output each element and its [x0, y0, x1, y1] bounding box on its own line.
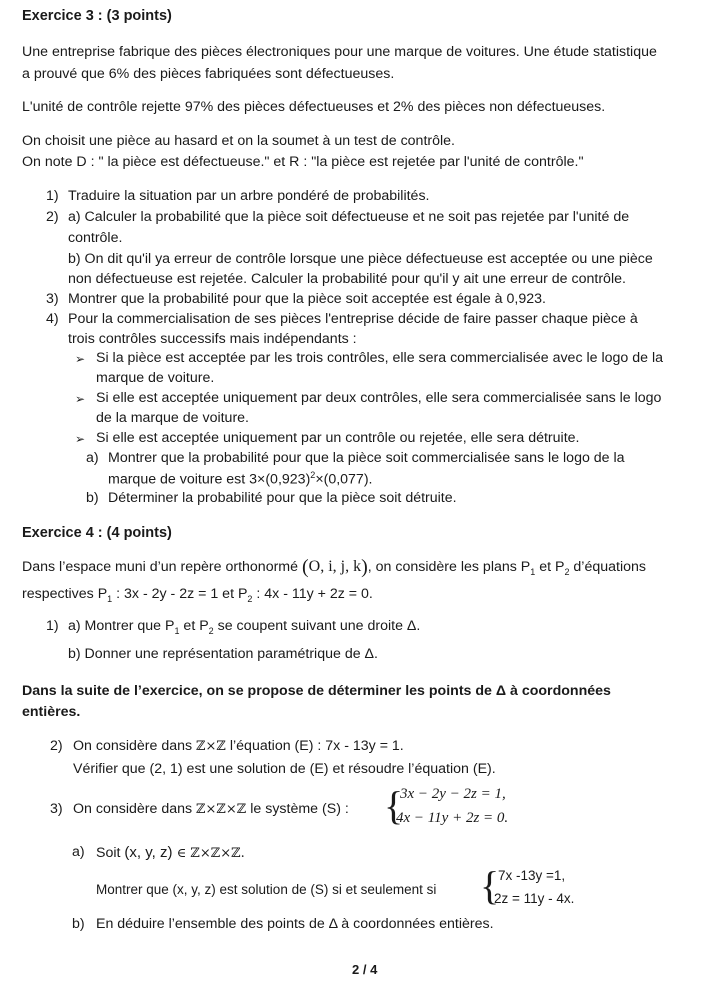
- ex3-q2b-line-1: b) On dit qu'il ya erreur de contrôle lorsque une pièce défectueuse est acceptée ou une pièce: [68, 251, 653, 267]
- ex3-q1-text: Traduire la situation par un arbre pondéré de probabilités.: [68, 188, 430, 204]
- ex3-q4a-line-2: marque de voiture est $3\times(0,923)^2\times(0,077)$.: [108, 470, 373, 488]
- ex3-paragraph-1-line-2: a prouvé que 6% des pièces fabriquées sont défectueuses.: [22, 66, 395, 82]
- frame-notation: O, i, j, k: [308, 558, 362, 575]
- ex3-q4a-label: a): [86, 450, 99, 466]
- ex4-q2-line-2: Vérifier que (2, 1) est une solution de (E) et résoudre l’équation (E).: [73, 761, 496, 777]
- ex3-q4b-label: b): [86, 490, 99, 506]
- exercise-3-title: Exercice 3 : (3 points): [22, 8, 172, 24]
- ex4-q3-number: 3): [50, 801, 63, 817]
- arrow-bullet-icon: ➢: [75, 392, 86, 406]
- exercise-4-title: Exercice 4 : (4 points): [22, 525, 172, 541]
- ex4-intro: Dans l’espace muni d’un repère orthonormé (O, i, j, k), on considère les plans $P_1$ et $P_2$ d’équations: [22, 556, 646, 578]
- ex3-q1-number: 1): [46, 188, 59, 204]
- ex3-q4b-text: Déterminer la probabilité pour que la pièce soit détruite.: [108, 490, 457, 506]
- ex3-bullet-3: Si elle est acceptée uniquement par un contrôle ou rejetée, elle sera détruite.: [96, 430, 580, 446]
- ex3-bullet-2-line-1: Si elle est acceptée uniquement par deux contrôles, elle sera commercialisée sans le logo: [96, 390, 662, 406]
- ex3-paragraph-1-line-1: Une entreprise fabrique des pièces électroniques pour une marque de voitures. Une étude statistique: [22, 44, 657, 60]
- ex4-bold-intro-line-2: entières.: [22, 704, 81, 720]
- ex4-bold-intro-line-1: Dans la suite de l’exercice, on se propose de déterminer les points de Δ à coordonnées: [22, 683, 611, 699]
- ex4-q3b-label: b): [72, 916, 85, 932]
- ex4-q3a-line-2: Montrer que (x, y, z) est solution de (S) si et seulement si: [96, 882, 437, 897]
- system-equivalent-equation-1: 7x -13y =1,: [498, 868, 566, 883]
- ex4-q2-number: 2): [50, 738, 63, 754]
- system-brace: {: [480, 863, 500, 908]
- ex4-q3a-line-1: Soit (x, y, z) ∈ ℤ×ℤ×ℤ.: [96, 844, 245, 861]
- ex3-paragraph-2: L'unité de contrôle rejette 97% des pièces défectueuses et 2% des pièces non défectueuses.: [22, 99, 606, 115]
- ex3-bullet-2-line-2: de la marque de voiture.: [96, 410, 250, 426]
- ex3-q2-number: 2): [46, 209, 59, 225]
- ex3-bullet-1-line-2: marque de voiture.: [96, 370, 215, 386]
- ex3-paragraph-3-line-1: On choisit une pièce au hasard et on la soumet à un test de contrôle.: [22, 133, 455, 149]
- ex4-q3b-text: En déduire l’ensemble des points de Δ à coordonnées entières.: [96, 916, 494, 932]
- page-number: 2 / 4: [352, 962, 378, 977]
- system-s-equation-1: 3x − 2y − 2z = 1,: [400, 786, 506, 802]
- ex3-q2b-line-2: non défectueuse est rejetée. Calculer la probabilité pour qu'il y ait une erreur de contrôle.: [68, 271, 626, 287]
- arrow-bullet-icon: ➢: [75, 432, 86, 446]
- ex3-q4-number: 4): [46, 311, 59, 327]
- ex4-q1b: b) Donner une représentation paramétrique de Δ.: [68, 646, 378, 662]
- system-s-equation-2: 4x − 11y + 2z = 0.: [396, 810, 509, 826]
- ex3-q4a-line-1: Montrer que la probabilité pour que la pièce soit commercialisée sans le logo de la: [108, 450, 625, 466]
- ex4-q3a-label: a): [72, 844, 85, 860]
- ex3-q3-number: 3): [46, 291, 59, 307]
- ex3-bullet-1-line-1: Si la pièce est acceptée par les trois contrôles, elle sera commercialisée avec le logo de la: [96, 350, 663, 366]
- arrow-bullet-icon: ➢: [75, 352, 86, 366]
- system-equivalent-equation-2: 2z = 11y - 4x.: [494, 891, 575, 906]
- ex3-q2a-line-1: a) Calculer la probabilité que la pièce soit défectueuse et ne soit pas rejetée par l'unité de: [68, 209, 630, 225]
- ex4-plane-equations: respectives $P_1$ : 3x - 2y - 2z = 1 et $P_2$ : 4x - 11y + 2z = 0.: [22, 586, 373, 604]
- ex3-paragraph-3-line-2: On note D : " la pièce est défectueuse." et R : "la pièce est rejetée par l'unité de contrôle.": [22, 154, 584, 170]
- ex3-q4-line-1: Pour la commercialisation de ses pièces l'entreprise décide de faire passer chaque pièce à: [68, 311, 638, 327]
- ex4-q1-number: 1): [46, 618, 59, 634]
- ex4-q1a: a) Montrer que $P_1$ et $P_2$ se coupent suivant une droite Δ.: [68, 618, 421, 636]
- ex4-q3-text: On considère dans ℤ×ℤ×ℤ le système (S) :: [73, 801, 349, 817]
- ex4-q2-line-1: On considère dans ℤ×ℤ l’équation (E) : 7x - 13y = 1.: [73, 738, 404, 754]
- system-brace: {: [384, 783, 404, 828]
- ex3-q2a-line-2: contrôle.: [68, 230, 123, 246]
- ex3-q4-line-2: trois contrôles successifs mais indépendants :: [68, 331, 357, 347]
- ex3-q3-text: Montrer que la probabilité pour que la pièce soit acceptée est égale à 0,923.: [68, 291, 546, 307]
